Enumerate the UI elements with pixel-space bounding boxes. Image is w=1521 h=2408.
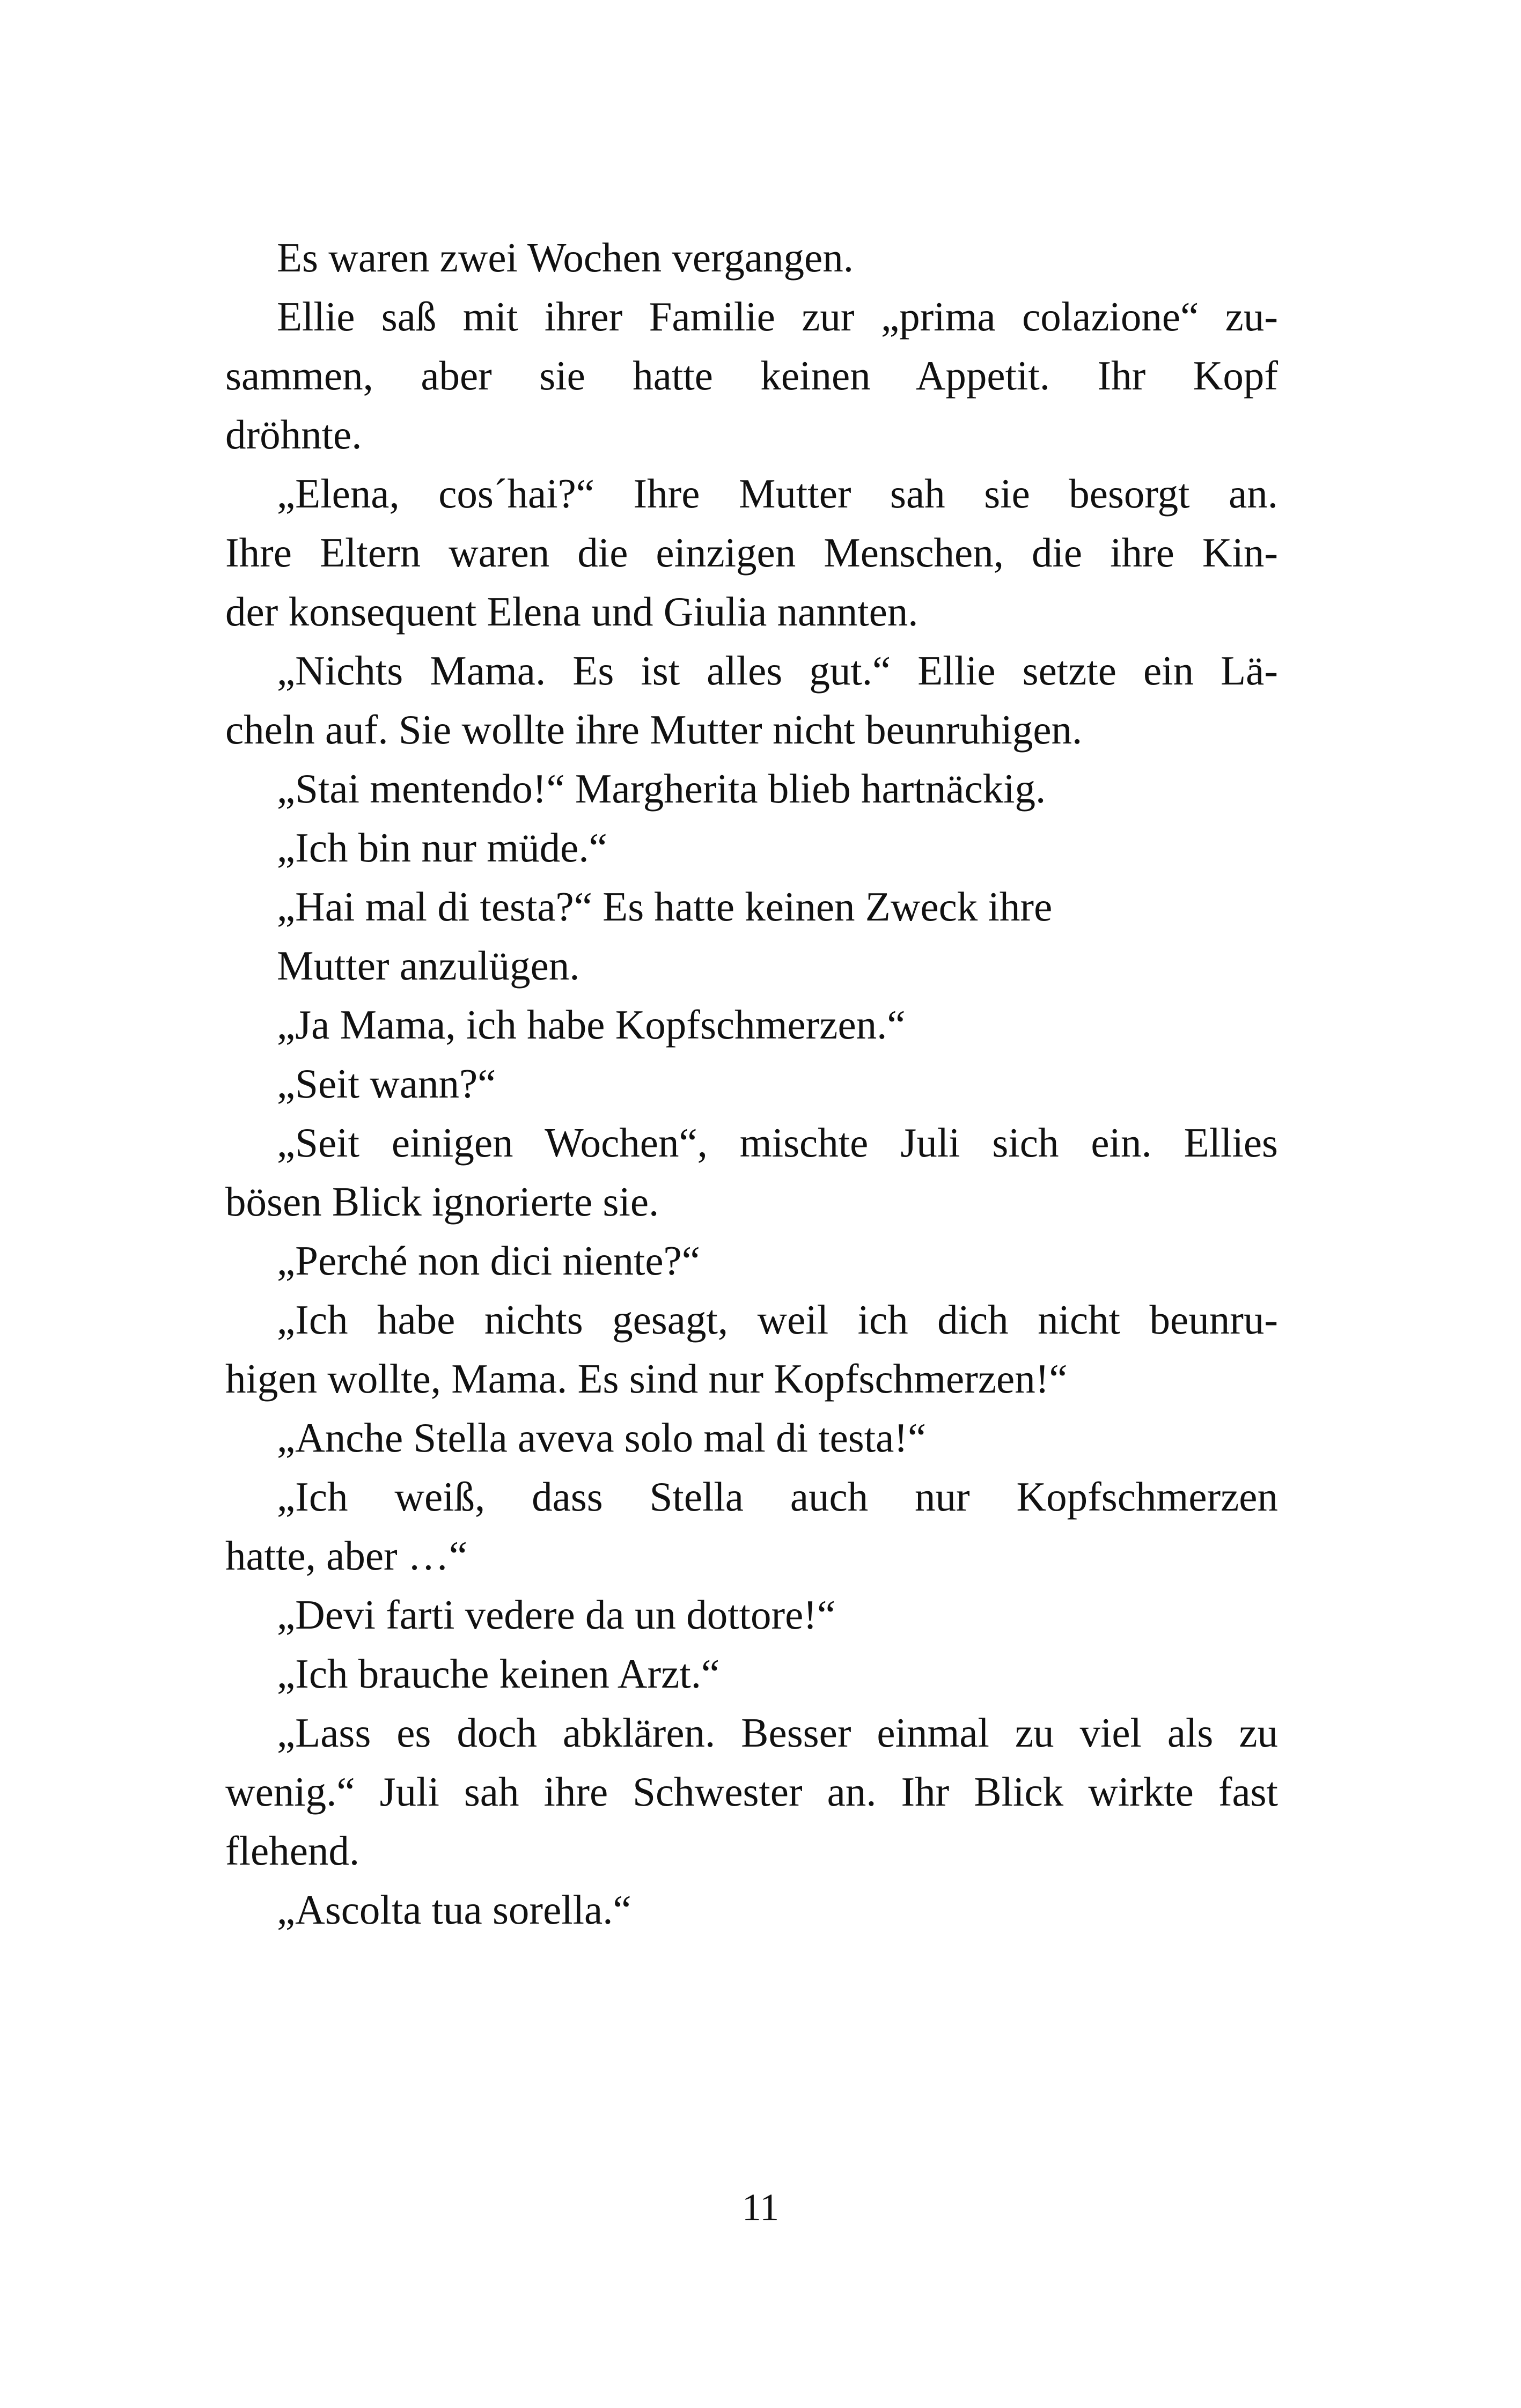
text-line: „Nichts Mama. Es ist alles gut.“ Ellie setzte ein Lä- [277,647,1278,694]
text-line: „Lass es doch abklären. Besser einmal zu viel als zu [277,1710,1278,1756]
text-line: „Ich habe nichts gesagt, weil ich dich nicht beunru- [277,1297,1278,1343]
text-line: „Elena, cos´hai?“ Ihre Mutter sah sie besorgt an. [277,470,1278,517]
text-line: flehend. [225,1828,360,1874]
text-line: higen wollte, Mama. Es sind nur Kopfschmerzen!“ [225,1356,1068,1402]
text-line: Ihre Eltern waren die einzigen Menschen, die ihre Kin- [225,529,1278,576]
text-line: Es waren zwei Wochen vergangen. [277,234,854,281]
text-line: „Ja Mama, ich habe Kopfschmerzen.“ [277,1002,906,1048]
text-line: hatte, aber …“ [225,1533,468,1579]
text-line: „Devi farti vedere da un dottore!“ [277,1592,836,1638]
text-line: „Hai mal di testa?“ Es hatte keinen Zweck ihre [277,883,1053,930]
text-line: „Ich weiß, dass Stella auch nur Kopfschmerzen [277,1474,1278,1520]
text-line: wenig.“ Juli sah ihre Schwester an. Ihr Blick wirkte fast [225,1769,1278,1815]
text-line: „Ich brauche keinen Arzt.“ [277,1651,720,1697]
text-line: der konsequent Elena und Giulia nannten. [225,588,919,635]
page-number: 11 [741,2186,780,2229]
text-line: Mutter anzulügen. [277,942,580,989]
text-line: „Ich bin nur müde.“ [277,824,607,871]
text-line: „Seit einigen Wochen“, mischte Juli sich ein. Ellies [277,1120,1278,1166]
text-line: bösen Blick ignorierte sie. [225,1179,659,1225]
text-line: „Perché non dici niente?“ [277,1238,700,1284]
text-line: „Stai mentendo!“ Margherita blieb hartnäckig. [277,765,1046,812]
text-line: „Seit wann?“ [277,1061,496,1107]
text-line: „Ascolta tua sorella.“ [277,1887,631,1933]
text-line: sammen, aber sie hatte keinen Appetit. Ihr Kopf [225,352,1278,399]
text-line: Ellie saß mit ihrer Familie zur „prima colazione“ zu- [277,293,1278,340]
text-line: „Anche Stella aveva solo mal di testa!“ [277,1415,927,1461]
text-line: cheln auf. Sie wollte ihre Mutter nicht beunruhigen. [225,706,1083,753]
text-line: dröhnte. [225,411,362,458]
